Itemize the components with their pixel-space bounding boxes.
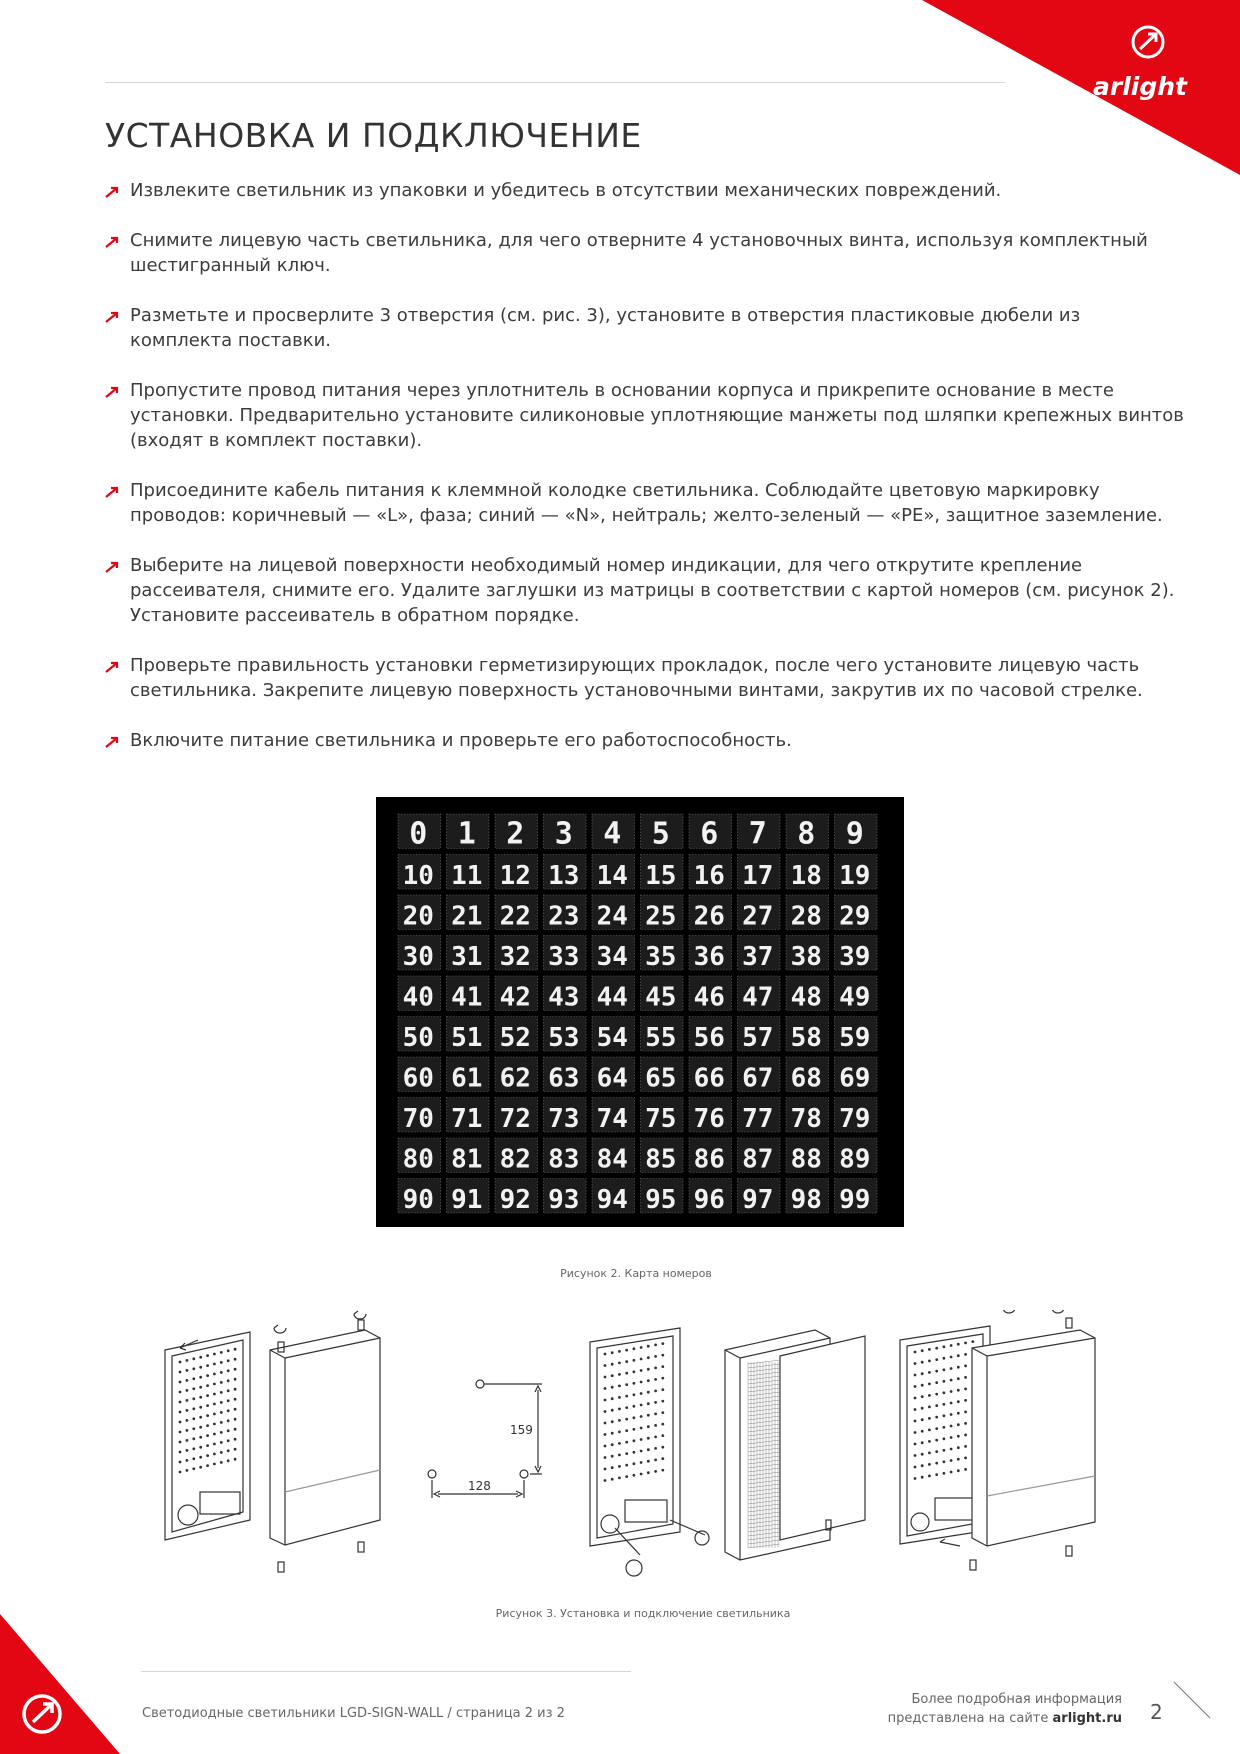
- number-map-label: 53: [548, 1023, 580, 1053]
- number-map-label: 80: [402, 1144, 434, 1175]
- number-map-label: 9: [845, 816, 864, 852]
- site-link[interactable]: arlight.ru: [1052, 1711, 1122, 1726]
- number-map-label: 98: [790, 1185, 822, 1215]
- number-map-label: 97: [742, 1185, 774, 1215]
- number-map-label: 8: [797, 816, 816, 852]
- wired-luminaire-drawing: [590, 1328, 709, 1576]
- step-7: Проверьте правильность установки герметизирующих прокладок, после чего установите лицевую часть светильника. Закрепите лицевую поверхность установочными винтами, закрутив их по часовой стрелке.: [105, 653, 1185, 703]
- number-map-label: 23: [548, 901, 580, 932]
- arrow-bullet-icon: [105, 561, 119, 573]
- page-corner-slash: [1172, 1680, 1212, 1720]
- number-map-label: 49: [839, 982, 871, 1013]
- figure-3-caption: Рисунок 3. Установка и подключение светильника: [495, 1607, 791, 1620]
- number-map-label: 64: [596, 1063, 628, 1094]
- number-map-label: 30: [402, 942, 434, 972]
- front-cover-drawing: [270, 1330, 380, 1545]
- number-map-label: 22: [499, 901, 531, 932]
- open-luminaire-drawing: [165, 1332, 250, 1540]
- number-map-label: 38: [790, 942, 822, 972]
- number-map-label: 74: [596, 1104, 628, 1134]
- number-map-label: 94: [596, 1185, 628, 1215]
- step-5: Присоедините кабель питания к клеммной колодке светильника. Соблюдайте цветовую маркировку проводов: коричневый — «L», фаза; синий — «N», нейтраль; желто-зеленый — «PE», защитное заземление.: [105, 478, 1185, 528]
- number-map-label: 95: [645, 1185, 677, 1215]
- step-6: Выберите на лицевой поверхности необходимый номер индикации, для чего открутите крепление рассеивателя, снимите его. Удалите заглушки из матрицы в соответствии с картой номеров (см. рисунок 2). Установите рассеиватель в обратном порядке.: [105, 553, 1185, 628]
- arrow-bullet-icon: [105, 236, 119, 248]
- footer-info-line: Более подробная информация: [911, 1692, 1122, 1707]
- number-map-label: 12: [499, 861, 531, 891]
- number-map-label: 87: [742, 1144, 774, 1175]
- number-map-label: 73: [548, 1104, 580, 1134]
- number-map-label: 92: [499, 1185, 531, 1215]
- number-map-label: 36: [693, 942, 725, 972]
- number-map-figure: [376, 797, 904, 1227]
- number-map-label: 35: [645, 942, 677, 972]
- number-map-label: 14: [596, 861, 628, 891]
- number-map-label: 60: [402, 1063, 434, 1094]
- number-map-label: 57: [742, 1023, 774, 1053]
- rotate-arrow-icon: [274, 1311, 366, 1333]
- bottom-divider: [141, 1671, 631, 1672]
- number-map-label: 1: [457, 816, 476, 852]
- number-map-label: 54: [596, 1023, 628, 1053]
- number-map-label: 55: [645, 1023, 677, 1053]
- number-map-label: 44: [596, 982, 628, 1013]
- number-map-label: 7: [748, 816, 767, 852]
- arlight-logo-text: arlight: [1093, 72, 1187, 101]
- number-map-label: 79: [839, 1104, 871, 1134]
- number-map-label: 17: [742, 861, 774, 891]
- step-2: Снимите лицевую часть светильника, для чего отверните 4 установочных винта, используя комплектный шестигранный ключ.: [105, 228, 1185, 278]
- number-map-label: 75: [645, 1104, 677, 1134]
- number-map-label: 39: [839, 942, 871, 972]
- number-map-label: 18: [790, 861, 822, 891]
- number-map-label: 37: [742, 942, 774, 972]
- number-map-label: 3: [554, 816, 573, 852]
- number-map-label: 65: [645, 1063, 677, 1094]
- page-number: 2: [1150, 1700, 1163, 1724]
- number-map-label: 27: [742, 901, 774, 932]
- number-map-label: 29: [839, 901, 871, 932]
- number-map-label: 5: [651, 816, 670, 852]
- number-map-label: 26: [693, 901, 725, 932]
- number-map-label: 50: [402, 1023, 434, 1053]
- number-map-label: 48: [790, 982, 822, 1013]
- number-map-label: 63: [548, 1063, 580, 1094]
- brand-corner-bottom-left: [0, 1614, 120, 1754]
- number-map-label: 52: [499, 1023, 531, 1053]
- number-map-label: 11: [451, 861, 483, 891]
- number-map-label: 70: [402, 1104, 434, 1134]
- diffuser-panel-drawing: [725, 1330, 865, 1560]
- step-1: Извлеките светильник из упаковки и убедитесь в отсутствии механических повреждений.: [105, 178, 1185, 203]
- footer-site-info: [888, 1690, 1122, 1728]
- number-map-label: 90: [402, 1185, 434, 1215]
- arrow-bullet-icon: [105, 661, 119, 673]
- number-map-label: 78: [790, 1104, 822, 1134]
- number-map-label: 15: [645, 861, 677, 891]
- installation-drawings: [150, 1310, 1130, 1580]
- number-map-label: 41: [451, 982, 483, 1013]
- dimension-128: 128: [468, 1479, 491, 1493]
- number-map-label: 4: [603, 816, 622, 852]
- number-map-label: 82: [499, 1144, 531, 1175]
- step-8: Включите питание светильника и проверьте его работоспособность.: [105, 728, 1185, 753]
- number-map-label: 62: [499, 1063, 531, 1094]
- number-map-label: 66: [693, 1063, 725, 1094]
- number-map-label: 25: [645, 901, 677, 932]
- number-map-label: 88: [790, 1144, 822, 1175]
- number-map-label: 93: [548, 1185, 580, 1215]
- number-map-label: 33: [548, 942, 580, 972]
- number-map-label: 77: [742, 1104, 774, 1134]
- arrow-bullet-icon: [105, 186, 119, 198]
- brand-corner-top-right: [922, 0, 1240, 175]
- number-map-label: 43: [548, 982, 580, 1013]
- number-map-label: 56: [693, 1023, 725, 1053]
- number-map-label: 96: [693, 1185, 725, 1215]
- number-map-label: 16: [693, 861, 725, 891]
- number-map-label: 32: [499, 942, 531, 972]
- number-map-label: 86: [693, 1144, 725, 1175]
- number-map-label: 42: [499, 982, 531, 1013]
- number-map-label: 20: [402, 901, 434, 932]
- number-map-label: 13: [548, 861, 580, 891]
- number-map-label: 2: [506, 816, 525, 852]
- number-map-label: 69: [839, 1063, 871, 1094]
- number-map-label: 34: [596, 942, 628, 972]
- mounting-dimensions-drawing: [428, 1380, 542, 1498]
- number-map-label: 76: [693, 1104, 725, 1134]
- number-map-label: 21: [451, 901, 483, 932]
- installation-steps: [105, 178, 1185, 753]
- number-map-label: 59: [839, 1023, 871, 1053]
- number-map-label: 10: [402, 861, 434, 891]
- number-map-label: 31: [451, 942, 483, 972]
- footer-product-line: Светодиодные светильники LGD-SIGN-WALL / страница 2 из 2: [142, 1706, 565, 1721]
- number-map-label: 0: [409, 816, 428, 852]
- number-map-label: 71: [451, 1104, 483, 1134]
- arrow-bullet-icon: [105, 486, 119, 498]
- number-map-label: 91: [451, 1185, 483, 1215]
- number-map-label: 28: [790, 901, 822, 932]
- number-map-label: 83: [548, 1144, 580, 1175]
- number-map-label: 40: [402, 982, 434, 1013]
- number-map-label: 85: [645, 1144, 677, 1175]
- number-map-label: 72: [499, 1104, 531, 1134]
- assembled-luminaire-drawing: [900, 1310, 1095, 1570]
- arrow-bullet-icon: [105, 736, 119, 748]
- arrow-bullet-icon: [105, 386, 119, 398]
- number-map-label: 19: [839, 861, 871, 891]
- number-map-label: 68: [790, 1063, 822, 1094]
- number-map-label: 61: [451, 1063, 483, 1094]
- number-map-label: 58: [790, 1023, 822, 1053]
- dimension-159: 159: [510, 1423, 533, 1437]
- page-title: УСТАНОВКА И ПОДКЛЮЧЕНИЕ: [105, 116, 642, 155]
- footer-site-line: представлена на сайте arlight.ru: [887, 1711, 1122, 1726]
- number-map-label: 45: [645, 982, 677, 1013]
- number-map-label: 67: [742, 1063, 774, 1094]
- step-3: Разметьте и просверлите 3 отверстия (см. рис. 3), установите в отверстия пластиковые дюбели из комплекта поставки.: [105, 303, 1185, 353]
- top-divider: [105, 82, 1005, 83]
- number-map-label: 89: [839, 1144, 871, 1175]
- number-map-label: 24: [596, 901, 628, 932]
- figure-2-caption: Рисунок 2. Карта номеров: [560, 1267, 712, 1280]
- number-map-label: 6: [700, 816, 719, 852]
- number-map-label: 47: [742, 982, 774, 1013]
- step-4: Пропустите провод питания через уплотнитель в основании корпуса и прикрепите основание в месте установки. Предварительно установите силиконовые уплотняющие манжеты под шляпки крепежных винтов (входят в комплект поставки).: [105, 378, 1185, 453]
- number-map-label: 99: [839, 1185, 871, 1215]
- arrow-bullet-icon: [105, 311, 119, 323]
- number-map-label: 46: [693, 982, 725, 1013]
- number-map-label: 51: [451, 1023, 483, 1053]
- number-map-label: 81: [451, 1144, 483, 1175]
- number-map-label: 84: [596, 1144, 628, 1175]
